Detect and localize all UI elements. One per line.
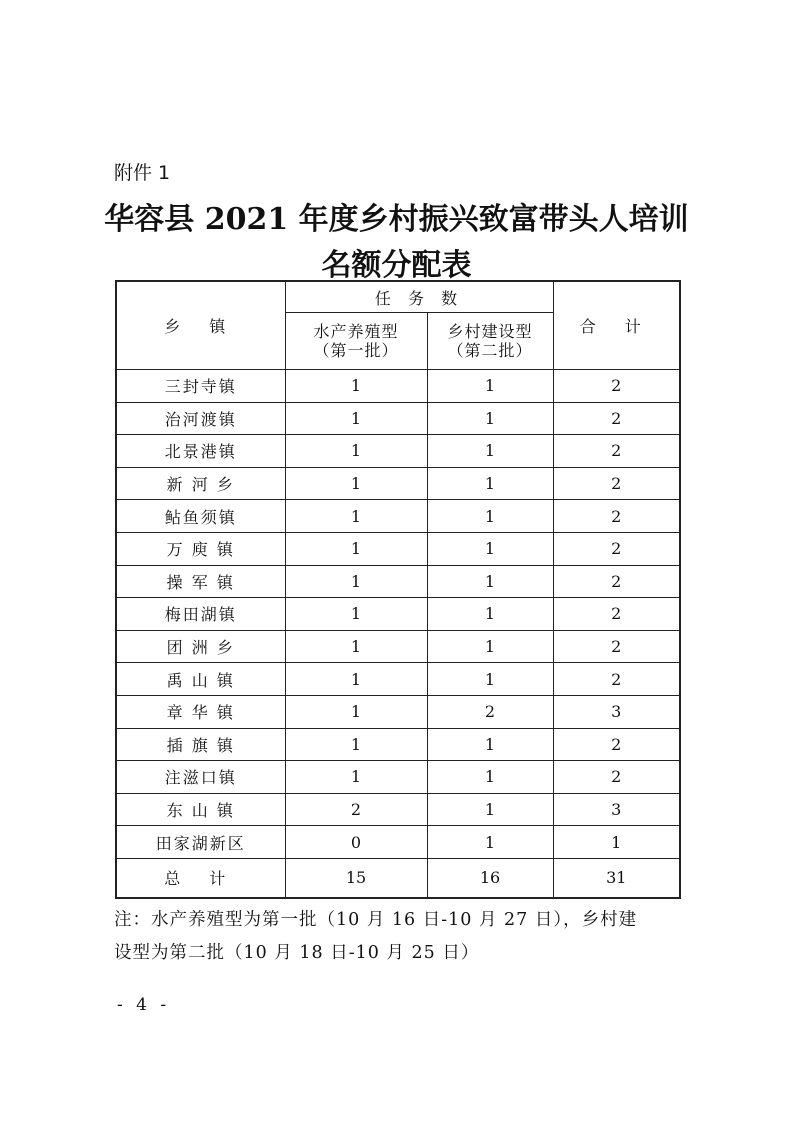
- cell-aqua: 1: [285, 402, 427, 435]
- cell-town: 梅田湖镇: [116, 598, 285, 631]
- cell-town: 东 山 镇: [116, 793, 285, 826]
- table-row: [116, 532, 680, 565]
- header-township: 乡 镇: [116, 281, 285, 370]
- header-rural-label: 乡村建设型: [447, 322, 533, 341]
- cell-rural: 1: [427, 500, 553, 533]
- cell-town: 操 军 镇: [116, 565, 285, 598]
- cell-town: 插 旗 镇: [116, 728, 285, 761]
- header-aquaculture-batch: （第一批）: [313, 341, 399, 360]
- cell-aqua: 1: [285, 435, 427, 468]
- attachment-label: 附件 1: [114, 162, 171, 184]
- cell-total-label: 总 计: [116, 858, 285, 898]
- cell-total: 2: [553, 370, 680, 403]
- cell-rural: 1: [427, 370, 553, 403]
- cell-rural: 1: [427, 565, 553, 598]
- table-row: [116, 630, 680, 663]
- cell-aqua: 1: [285, 370, 427, 403]
- cell-total: 2: [553, 761, 680, 794]
- cell-aqua: 0: [285, 826, 427, 859]
- cell-total: 2: [553, 663, 680, 696]
- cell-aqua: 1: [285, 500, 427, 533]
- cell-total: 2: [553, 500, 680, 533]
- cell-total: 2: [553, 565, 680, 598]
- header-aquaculture: [285, 313, 427, 370]
- cell-rural: 1: [427, 402, 553, 435]
- table-row: [116, 402, 680, 435]
- cell-total: 2: [553, 630, 680, 663]
- cell-total-rural: 16: [427, 858, 553, 898]
- table-row: [116, 467, 680, 500]
- header-rural-batch: （第二批）: [447, 341, 533, 360]
- table-row: [116, 500, 680, 533]
- cell-rural: 1: [427, 663, 553, 696]
- cell-total: 2: [553, 728, 680, 761]
- table-row: [116, 695, 680, 728]
- allocation-table: [115, 280, 681, 899]
- total-row: [116, 858, 680, 898]
- cell-aqua: 1: [285, 565, 427, 598]
- header-total: 合 计: [553, 281, 680, 370]
- cell-rural: 1: [427, 532, 553, 565]
- cell-town: 万 庾 镇: [116, 532, 285, 565]
- cell-town: 禹 山 镇: [116, 663, 285, 696]
- header-rural-construction: [427, 313, 553, 370]
- cell-rural: 2: [427, 695, 553, 728]
- table-row: [116, 598, 680, 631]
- cell-rural: 1: [427, 793, 553, 826]
- cell-town: 注滋口镇: [116, 761, 285, 794]
- cell-aqua: 1: [285, 598, 427, 631]
- cell-town: 章 华 镇: [116, 695, 285, 728]
- table-row: [116, 435, 680, 468]
- cell-total: 2: [553, 467, 680, 500]
- cell-rural: 1: [427, 435, 553, 468]
- cell-total: 3: [553, 793, 680, 826]
- cell-total-aqua: 15: [285, 858, 427, 898]
- cell-aqua: 1: [285, 761, 427, 794]
- cell-town: 三封寺镇: [116, 370, 285, 403]
- cell-rural: 1: [427, 728, 553, 761]
- page-number: - 4 -: [117, 995, 171, 1015]
- cell-total: 2: [553, 598, 680, 631]
- table-row: [116, 728, 680, 761]
- cell-rural: 1: [427, 630, 553, 663]
- cell-total: 2: [553, 532, 680, 565]
- table-row: [116, 370, 680, 403]
- cell-aqua: 1: [285, 532, 427, 565]
- cell-town: 团 洲 乡: [116, 630, 285, 663]
- cell-aqua: 1: [285, 695, 427, 728]
- cell-total: 3: [553, 695, 680, 728]
- table-row: [116, 565, 680, 598]
- cell-aqua: 2: [285, 793, 427, 826]
- cell-total: 2: [553, 435, 680, 468]
- footnote: [114, 904, 694, 970]
- footnote-line1: 注：水产养殖型为第一批（10 月 16 日-10 月 27 日），乡村建: [114, 910, 638, 930]
- table-row: [116, 793, 680, 826]
- cell-aqua: 1: [285, 467, 427, 500]
- document-title-line1: 华容县 2021 年度乡村振兴致富带头人培训: [104, 202, 689, 237]
- cell-town: 治河渡镇: [116, 402, 285, 435]
- header-aquaculture-label: 水产养殖型: [313, 322, 399, 341]
- cell-town: 田家湖新区: [116, 826, 285, 859]
- cell-grand-total: 31: [553, 858, 680, 898]
- cell-aqua: 1: [285, 663, 427, 696]
- cell-aqua: 1: [285, 630, 427, 663]
- table-row: [116, 826, 680, 859]
- table-row: [116, 761, 680, 794]
- cell-town: 新 河 乡: [116, 467, 285, 500]
- cell-rural: 1: [427, 826, 553, 859]
- footnote-line2: 设型为第二批（10 月 18 日-10 月 25 日）: [114, 943, 480, 963]
- table-row: [116, 663, 680, 696]
- cell-total: 1: [553, 826, 680, 859]
- cell-rural: 1: [427, 598, 553, 631]
- cell-total: 2: [553, 402, 680, 435]
- cell-rural: 1: [427, 467, 553, 500]
- cell-town: 北景港镇: [116, 435, 285, 468]
- document-title-line2: 名额分配表: [321, 248, 472, 283]
- cell-rural: 1: [427, 761, 553, 794]
- cell-town: 鲇鱼须镇: [116, 500, 285, 533]
- header-task-group: 任 务 数: [285, 281, 553, 313]
- cell-aqua: 1: [285, 728, 427, 761]
